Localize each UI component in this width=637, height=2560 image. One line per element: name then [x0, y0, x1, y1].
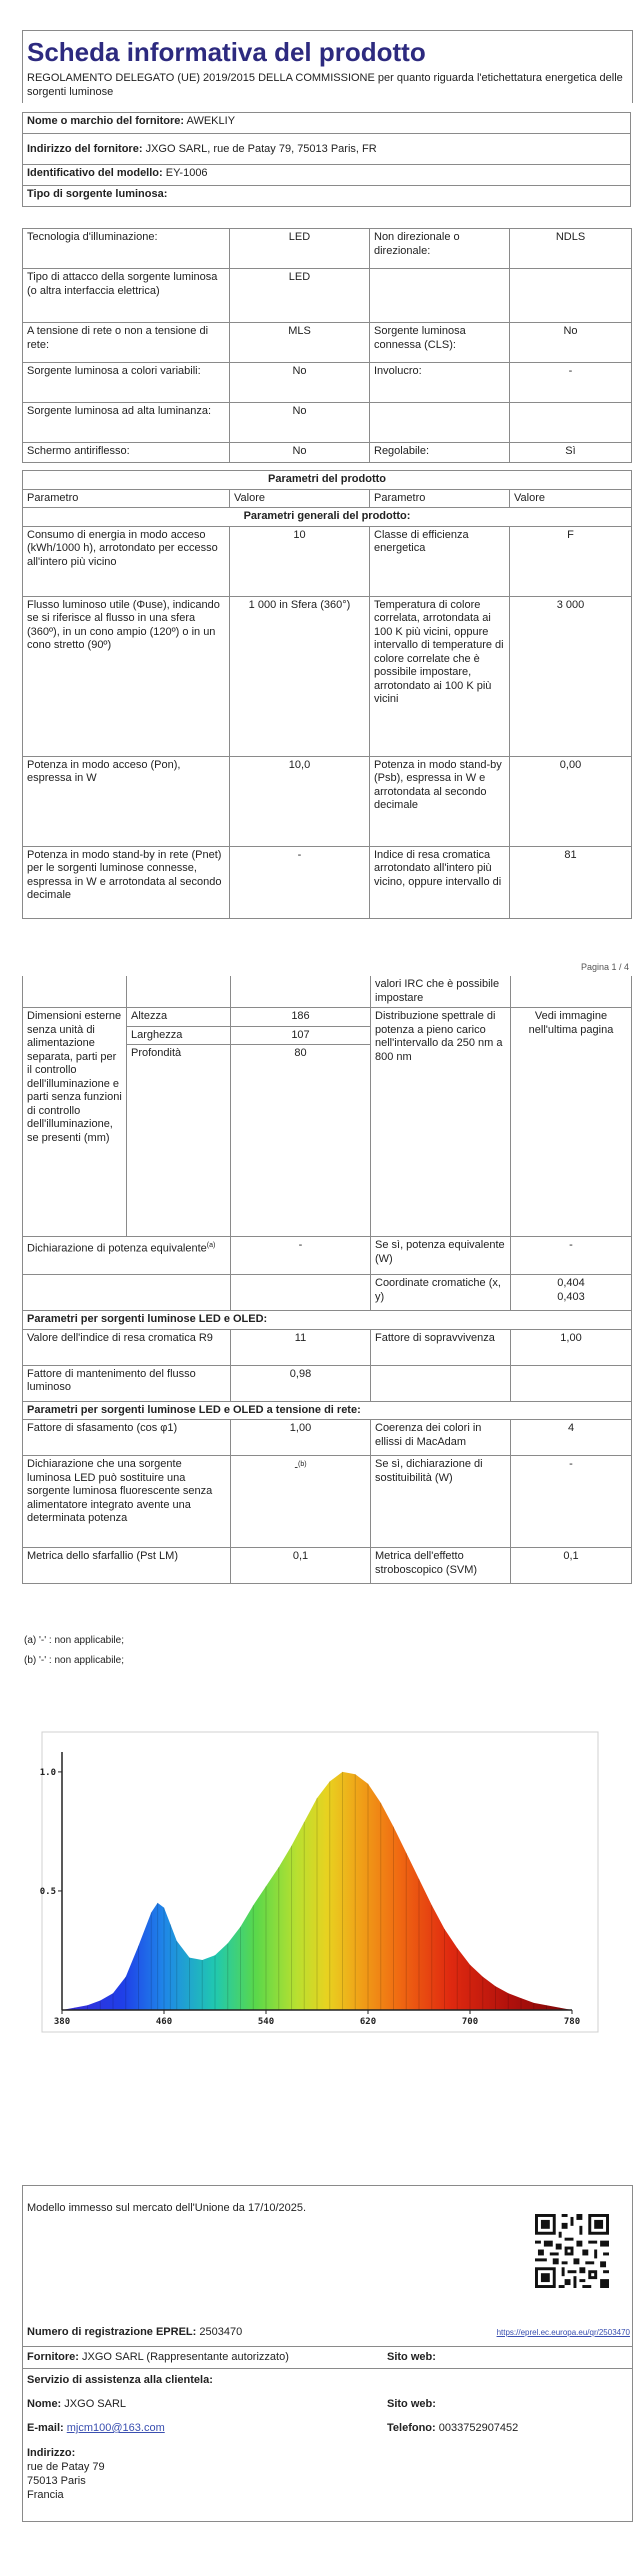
cell: LED	[230, 269, 370, 323]
document-title: Scheda informativa del prodotto	[27, 37, 426, 67]
address-line-2: 75013 Paris	[27, 2475, 86, 2487]
cell: Sorgente luminosa ad alta luminanza:	[23, 403, 230, 443]
spd-value: Vedi immagine nell'ultima pagina	[511, 1008, 632, 1237]
cell: Sì	[510, 443, 632, 463]
x-tick-label: 460	[155, 2017, 173, 2027]
cell-empty	[511, 976, 632, 1008]
footnote-b: (b) '-' : non applicabile;	[24, 1655, 124, 1666]
cell: -	[510, 363, 632, 403]
cell: No	[510, 323, 632, 363]
cell: Consumo di energia in modo acceso (kWh/1000 h), arrotondato per eccesso all'intero più vicino	[23, 526, 230, 596]
contact-name-row	[27, 2398, 126, 2410]
source-type-heading: Tipo di sorgente luminosa:	[23, 186, 631, 207]
cell: No	[230, 403, 370, 443]
macadam-label: Coerenza dei colori in ellissi di MacAdam	[371, 1420, 511, 1456]
cell: F	[510, 526, 632, 596]
cell: Tipo di attacco della sorgente luminosa (o altra interfaccia elettrica)	[23, 269, 230, 323]
chroma-x: 0,404	[557, 1277, 585, 1289]
cosphi-label: Fattore di sfasamento (cos φ1)	[23, 1420, 231, 1456]
model-id-label: Identificativo del modello:	[27, 167, 163, 179]
survival-label: Fattore di sopravvivenza	[371, 1329, 511, 1365]
supplier-value: JXGO SARL (Rappresentante autorizzato)	[82, 2351, 289, 2363]
cell: A tensione di rete o non a tensione di rete:	[23, 323, 230, 363]
cell: Involucro:	[370, 363, 510, 403]
equiv-label: Dichiarazione di potenza equivalente	[27, 1242, 207, 1255]
email-label: E-mail:	[27, 2422, 64, 2434]
cell: 3 000	[510, 596, 632, 756]
cell: 81	[510, 846, 632, 918]
cell: 1 000 in Sfera (360°)	[230, 596, 370, 756]
irc-cont: valori IRC che è possibile impostare	[371, 976, 511, 1008]
survival-value: 1,00	[511, 1329, 632, 1365]
replace-label: Dichiarazione che una sorgente luminosa LED può sostituire una sorgente luminosa fluorescente senza alimentatore integrato avente una determinata potenza	[23, 1456, 231, 1548]
dims-label: Dimensioni esterne senza unità di alimentazione separata, parti per il controllo dell'illuminazione e parti senza funzioni di controllo dell'illuminazione, se presenti (mm)	[23, 1008, 127, 1237]
height-label: Altezza	[127, 1008, 231, 1027]
email-link[interactable]: mjcm100@163.com	[66, 2422, 165, 2434]
x-tick-label: 780	[563, 2017, 581, 2027]
col-value: Valore	[230, 489, 370, 508]
eprel-number: 2503470	[199, 2326, 243, 2338]
supplier-address-label: Indirizzo del fornitore:	[27, 143, 143, 155]
model-id: EY-1006	[165, 167, 208, 179]
market-text: Modello immesso sul mercato dell'Unione da 17/10/2025.	[27, 2202, 307, 2214]
cell: Indice di resa cromatica arrotondato all'intero più vicino, oppure intervallo di	[370, 846, 510, 918]
cell: Flusso luminoso utile (Φuse), indicando se si riferisce al flusso in una sfera (360º), in un cono ampio (120º) o in un cono stretto (90º)	[23, 596, 230, 756]
supplier-table	[22, 112, 631, 207]
cell: Classe di efficienza energetica	[370, 526, 510, 596]
replace-sup: (b)	[298, 1461, 307, 1468]
maint-value: 0,98	[231, 1365, 371, 1401]
phone-value: 0033752907452	[438, 2422, 519, 2434]
cell: Potenza in modo stand-by in rete (Pnet) per le sorgenti luminose connesse, espressa in W e arrotondata al secondo decimale	[23, 846, 230, 918]
address-line-1: rue de Patay 79	[27, 2461, 105, 2473]
supplier-row	[27, 2351, 289, 2363]
r9-label: Valore dell'indice di resa cromatica R9	[23, 1329, 231, 1365]
qr-code-icon	[535, 2214, 609, 2288]
cell: Tecnologia d'illuminazione:	[23, 229, 230, 269]
width-value: 107	[231, 1026, 371, 1045]
cosphi-value: 1,00	[231, 1420, 371, 1456]
supplier-name: AWEKLIY	[186, 115, 236, 127]
phone-row	[387, 2422, 518, 2434]
replace-w-value: -	[511, 1456, 632, 1548]
address-block	[27, 2446, 105, 2502]
replace-value: -	[294, 1461, 299, 1474]
macadam-value: 4	[511, 1420, 632, 1456]
cell	[510, 269, 632, 323]
cell: -	[230, 846, 370, 918]
cell: 10,0	[230, 756, 370, 846]
cell: Regolabile:	[370, 443, 510, 463]
cell: Non direzionale o direzionale:	[370, 229, 510, 269]
document-subtitle: REGOLAMENTO DELEGATO (UE) 2019/2015 DELLA COMMISSIONE per quanto riguarda l'etichettatura energetica delle sorgenti luminose	[27, 72, 623, 98]
name-label: Nome:	[27, 2398, 62, 2410]
col-param: Parametro	[23, 489, 230, 508]
equiv-w-value: -	[511, 1237, 632, 1275]
height-value: 186	[231, 1008, 371, 1027]
website-label: Sito web:	[387, 2351, 436, 2363]
led-heading: Parametri per sorgenti luminose LED e OLED:	[23, 1311, 632, 1330]
cell: LED	[230, 229, 370, 269]
cell-empty	[511, 1365, 632, 1401]
replace-w-label: Se sì, dichiarazione di sostituibilità (W)	[371, 1456, 511, 1548]
cell: Temperatura di colore correlata, arrotondata ai 100 K più vicini, oppure intervallo di temperature di colore correlate che è possibile impostare, arrotondato ai 100 K più vicini	[370, 596, 510, 756]
eprel-label: Numero di registrazione EPREL:	[27, 2326, 197, 2338]
name-value: JXGO SARL	[64, 2398, 127, 2410]
general-params-heading: Parametri generali del prodotto:	[23, 508, 632, 527]
maint-label: Fattore di mantenimento del flusso luminoso	[23, 1365, 231, 1401]
cell	[370, 403, 510, 443]
address-line-3: Francia	[27, 2489, 64, 2501]
footnote-a: (a) '-' : non applicabile;	[24, 1635, 124, 1646]
eprel-row	[27, 2326, 242, 2338]
pst-value: 0,1	[231, 1548, 371, 1584]
cell-empty	[23, 976, 127, 1008]
address-label: Indirizzo:	[27, 2447, 76, 2459]
mains-heading: Parametri per sorgenti luminose LED e OLED a tensione di rete:	[23, 1401, 632, 1420]
pst-label: Metrica dello sfarfallio (Pst LM)	[23, 1548, 231, 1584]
cell: 0,00	[510, 756, 632, 846]
cell-empty	[231, 976, 371, 1008]
page-1	[22, 30, 633, 103]
chroma-label: Coordinate cromatiche (x, y)	[371, 1275, 511, 1311]
x-tick-label: 380	[53, 2017, 71, 2027]
product-params-heading: Parametri del prodotto	[23, 471, 632, 490]
footnotes	[22, 1627, 633, 1671]
x-tick-label: 620	[359, 2017, 377, 2027]
width-label: Larghezza	[127, 1026, 231, 1045]
cell: Sorgente luminosa a colori variabili:	[23, 363, 230, 403]
email-row	[27, 2422, 165, 2434]
cell: NDLS	[510, 229, 632, 269]
equiv-w-label: Se sì, potenza equivalente (W)	[371, 1237, 511, 1275]
chroma-y: 0,403	[557, 1290, 585, 1303]
eprel-link[interactable]: https://eprel.ec.europa.eu/qr/2503470	[496, 2328, 630, 2337]
col-param: Parametro	[370, 489, 510, 508]
cell-empty	[371, 1365, 511, 1401]
page-number: Pagina 1 / 4	[580, 962, 629, 972]
y-tick-label: 0.5	[40, 1886, 56, 1897]
cell: MLS	[230, 323, 370, 363]
x-tick-label: 700	[461, 2017, 479, 2027]
service-heading: Servizio di assistenza alla clientela:	[27, 2374, 213, 2386]
equiv-sup: (a)	[206, 1242, 216, 1249]
col-value: Valore	[510, 489, 632, 508]
equiv-value: -	[231, 1237, 371, 1275]
x-tick-label: 540	[257, 2017, 275, 2027]
general-params-table	[22, 470, 632, 919]
cell: Sorgente luminosa connessa (CLS):	[370, 323, 510, 363]
supplier-address: JXGO SARL, rue de Patay 79, 75013 Paris, FR	[145, 143, 377, 155]
supplier-name-label: Nome o marchio del fornitore:	[27, 115, 185, 127]
spectrum-svg	[40, 1730, 602, 2050]
cell: Potenza in modo acceso (Pon), espressa in W	[23, 756, 230, 846]
depth-label: Profondità	[127, 1045, 231, 1237]
cell	[370, 269, 510, 323]
y-tick-label: 1.0	[40, 1767, 56, 1778]
cell: No	[230, 443, 370, 463]
spd-label: Distribuzione spettrale di potenza a pieno carico nell'intervallo da 250 nm a 800 nm	[371, 1008, 511, 1237]
cell-empty	[127, 976, 231, 1008]
qr-code-svg	[535, 2214, 609, 2288]
dimensions-table	[22, 976, 632, 1584]
r9-value: 11	[231, 1329, 371, 1365]
source-type-table	[22, 228, 632, 463]
cell: No	[230, 363, 370, 403]
phone-label: Telefono:	[387, 2422, 436, 2434]
cell-empty	[23, 1275, 231, 1311]
cell: 10	[230, 526, 370, 596]
divider	[23, 2368, 632, 2369]
divider	[23, 2346, 632, 2347]
website2-label: Sito web:	[387, 2398, 436, 2410]
cell: Potenza in modo stand-by (Psb), espressa in W e arrotondata al secondo decimale	[370, 756, 510, 846]
cell: Schermo antiriflesso:	[23, 443, 230, 463]
supplier-label: Fornitore:	[27, 2351, 79, 2363]
eprel-info-box	[22, 2185, 633, 2522]
cell-empty	[231, 1275, 371, 1311]
cell	[510, 403, 632, 443]
depth-value: 80	[231, 1045, 371, 1237]
svm-value: 0,1	[511, 1548, 632, 1584]
svm-label: Metrica dell'effetto stroboscopico (SVM)	[371, 1548, 511, 1584]
spectrum-chart	[40, 1730, 602, 2050]
